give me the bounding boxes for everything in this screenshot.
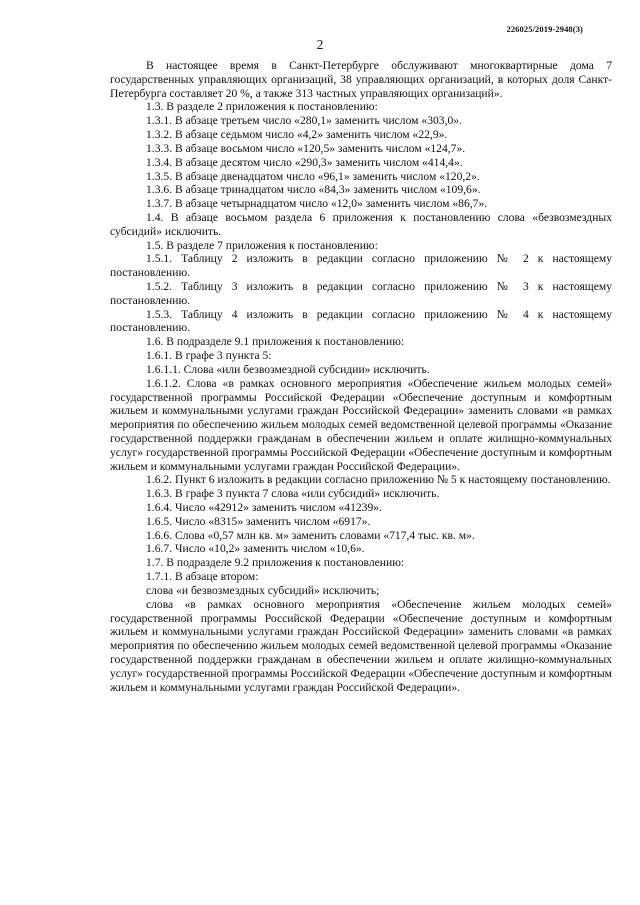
document-id: 226025/2019-2948(3) bbox=[506, 24, 583, 34]
paragraph-1-3-6: 1.3.6. В абзаце тринадцатом число «84,3» заменить числом «109,6». bbox=[146, 183, 481, 197]
paragraph-management-organizations: В настоящее время в Санкт-Петербурге обслуживают многоквартирные дома 7 государственных управляющих организаций, 38 управляющих организаций, в которых доля Санкт-Петербурга составляет 20 %, а также 313 частных управляющих организаций». bbox=[110, 59, 612, 100]
paragraph-1-5: 1.5. В разделе 7 приложения к постановлению: bbox=[146, 238, 378, 252]
paragraph-exclude-subsidies: слова «и безвозмездных субсидий» исключить; bbox=[146, 583, 380, 597]
paragraph-1-3-5: 1.3.5. В абзаце двенадцатом число «96,1» заменить числом «120,2». bbox=[146, 169, 480, 183]
paragraph-1-3-2: 1.3.2. В абзаце седьмом число «4,2» заменить числом «22,9». bbox=[146, 128, 448, 142]
paragraph-1-5-3: 1.5.3. Таблицу 4 изложить в редакции согласно приложению № 4 к настоящему постановлению. bbox=[110, 307, 612, 335]
paragraph-1-5-2: 1.5.2. Таблицу 3 изложить в редакции согласно приложению № 3 к настоящему постановлению. bbox=[110, 280, 612, 307]
paragraph-replace-words: слова «в рамках основного мероприятия «Обеспечение жильем молодых семей» государственной программы Российской Федерации «Обеспечение доступным и комфортным жильем и коммунальными услугами граждан Российской Федерации» заменить словами «в рамках мероприятия по обеспечению жильем молодых семей ведомственной целевой программы «Оказание государственной поддержки гражданам в обеспечении жильем и оплате жилищно-коммунальных услуг» государственной программы Российской Федерации «Обеспечение доступным и комфортным жильем и коммунальными услугами граждан Российской Федерации». bbox=[110, 597, 612, 694]
paragraph-1-6-6: 1.6.6. Слова «0,57 млн кв. м» заменить словами «717,4 тыс. кв. м». bbox=[146, 528, 475, 542]
paragraph-1-6-5: 1.6.5. Число «8315» заменить числом «6917». bbox=[146, 514, 371, 528]
paragraph-1-6: 1.6. В подразделе 9.1 приложения к постановлению: bbox=[146, 335, 405, 349]
paragraph-1-4: 1.4. В абзаце восьмом раздела 6 приложения к постановлению слова «безвозмездных субсидий» исключить. bbox=[110, 210, 612, 238]
paragraph-1-7: 1.7. В подразделе 9.2 приложения к постановлению: bbox=[146, 556, 405, 570]
paragraph-1-5-1: 1.5.1. Таблицу 2 изложить в редакции согласно приложению № 2 к настоящему постановлению. bbox=[110, 252, 612, 280]
paragraph-1-6-2: 1.6.2. Пункт 6 изложить в редакции согласно приложению № 5 к настоящему постановлению. bbox=[146, 473, 611, 487]
paragraph-1-3-7: 1.3.7. В абзаце четырнадцатом число «12,0» заменить числом «86,7». bbox=[146, 197, 488, 211]
paragraph-1-6-1-1: 1.6.1.1. Слова «или безвозмездной субсидии» исключить. bbox=[146, 362, 430, 376]
paragraph-1-6-4: 1.6.4. Число «42912» заменить числом «41239». bbox=[146, 501, 382, 514]
paragraph-1-6-1: 1.6.1. В графе 3 пункта 5: bbox=[146, 349, 272, 363]
paragraph-1-3: 1.3. В разделе 2 приложения к постановлению: bbox=[146, 100, 378, 114]
page-number: 2 bbox=[316, 37, 324, 52]
paragraph-1-6-1-2: 1.6.1.2. Слова «в рамках основного мероприятия «Обеспечение жильем молодых семей» государственной программы Российской Федерации «Обеспечение доступным и комфортным жильем и коммунальными услугами граждан Российской Федерации» заменить словами «в рамках мероприятия по обеспечению жильем молодых семей ведомственной целевой программы «Оказание государственной поддержки гражданам в обеспечении жильем и оплате жилищно-коммунальных услуг» государственной программы Российской Федерации «Обеспечение доступным и комфортным жильем и коммунальными услугами граждан Российской Федерации». bbox=[110, 376, 612, 473]
paragraph-1-6-3: 1.6.3. В графе 3 пункта 7 слова «или субсидий» исключить. bbox=[146, 487, 440, 501]
paragraph-1-3-1: 1.3.1. В абзаце третьем число «280,1» заменить числом «303,0». bbox=[146, 114, 462, 128]
paragraph-1-3-3: 1.3.3. В абзаце восьмом число «120,5» заменить числом «124,7». bbox=[146, 141, 466, 155]
document-body bbox=[110, 59, 612, 694]
paragraph-1-7-1: 1.7.1. В абзаце втором: bbox=[146, 570, 259, 584]
paragraph-1-6-7: 1.6.7. Число «10,2» заменить числом «10,6». bbox=[146, 542, 365, 556]
paragraph-1-3-4: 1.3.4. В абзаце десятом число «290,3» заменить числом «414,4». bbox=[146, 155, 463, 169]
